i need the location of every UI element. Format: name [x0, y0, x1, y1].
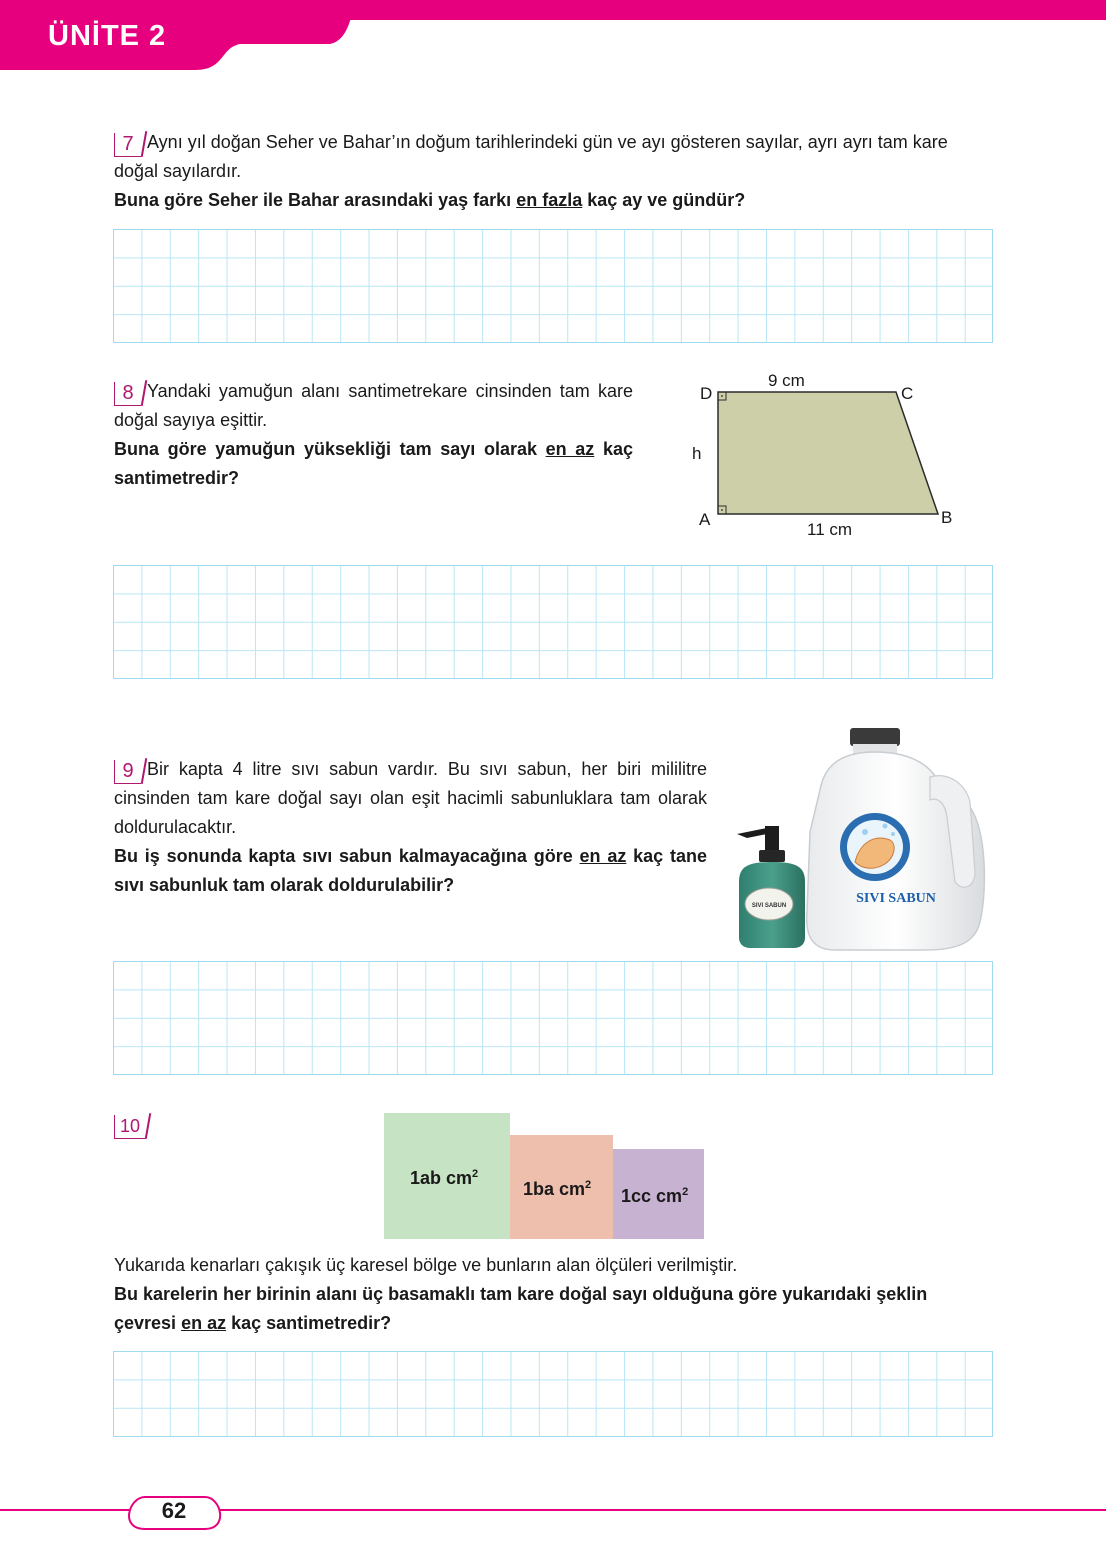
question-prompt: Buna göre Seher ile Bahar arasındaki yaş farkı en fazla kaç ay ve gündür?	[114, 190, 746, 210]
question-10	[114, 1251, 994, 1338]
vertex-a: A	[699, 510, 711, 529]
page-number: 62	[161, 1498, 187, 1523]
square-1cc-label: 1cc $cm^2$	[621, 1186, 689, 1206]
question-9	[114, 755, 707, 900]
pump-soap-bottle	[737, 826, 805, 948]
question-number: 10	[114, 1115, 145, 1139]
question-prompt: Bu iş sonunda kapta sıvı sabun kalmayacağına göre en az kaç tane sıvı sabunluk tam olarak doldurulabilir?	[114, 846, 707, 895]
jug-label: SIVI SABUN	[856, 891, 936, 906]
question-number: 8	[114, 382, 141, 406]
question-number: 9	[114, 760, 141, 784]
unit-title: ÜNİTE 2	[48, 20, 167, 52]
vertex-d: D	[700, 384, 713, 403]
trapezoid-figure	[690, 368, 970, 543]
question-text: Yukarıda kenarları çakışık üç karesel bölge ve bunların alan ölçüleri verilmiştir.	[114, 1255, 738, 1275]
square-1ba-label: 1ba $cm^2$	[523, 1179, 592, 1199]
question-10-number-wrap	[114, 1110, 151, 1139]
answer-grid-7[interactable]	[113, 229, 993, 343]
vertex-b: B	[941, 508, 953, 527]
question-7	[114, 128, 994, 215]
question-text: Aynı yıl doğan Seher ve Bahar’ın doğum tarihlerindeki gün ve ayı gösteren sayılar, ayrı ayrı tam kare doğal sayılardır.	[114, 132, 948, 181]
question-prompt: Bu karelerin her birinin alanı üç basamaklı tam kare doğal sayı olduğuna göre yukarıdaki şeklin çevresi en az kaç santimetredir?	[114, 1284, 928, 1333]
answer-grid-10[interactable]	[113, 1351, 993, 1437]
soap-bottles-image	[725, 722, 990, 957]
label-top: 9 cm	[768, 371, 805, 390]
label-height: h	[692, 444, 702, 463]
question-number: 7	[114, 133, 141, 157]
question-text: Yandaki yamuğun alanı santimetrekare cinsinden tam kare doğal sayıya eşittir.	[114, 381, 633, 430]
trapezoid-shape	[718, 392, 938, 514]
question-8	[114, 377, 633, 493]
answer-grid-8[interactable]	[113, 565, 993, 679]
label-bottom: 11 cm	[807, 520, 853, 539]
question-prompt: Buna göre yamuğun yüksekliği tam sayı olarak en az kaç santimetredir?	[114, 439, 633, 488]
question-text: Bir kapta 4 litre sıvı sabun vardır. Bu sıvı sabun, her biri mililitre cinsinden tam kare doğal sayı olan eşit hacimli sabunluklara tam olarak doldurulacaktır.	[114, 759, 707, 837]
square-1ab-label: 1ab $cm^2$	[410, 1168, 479, 1188]
vertex-c: C	[901, 384, 914, 403]
big-soap-jug	[807, 728, 985, 950]
answer-grid-9[interactable]	[113, 961, 993, 1075]
bottle-label: SIVI SABUN	[751, 903, 787, 909]
